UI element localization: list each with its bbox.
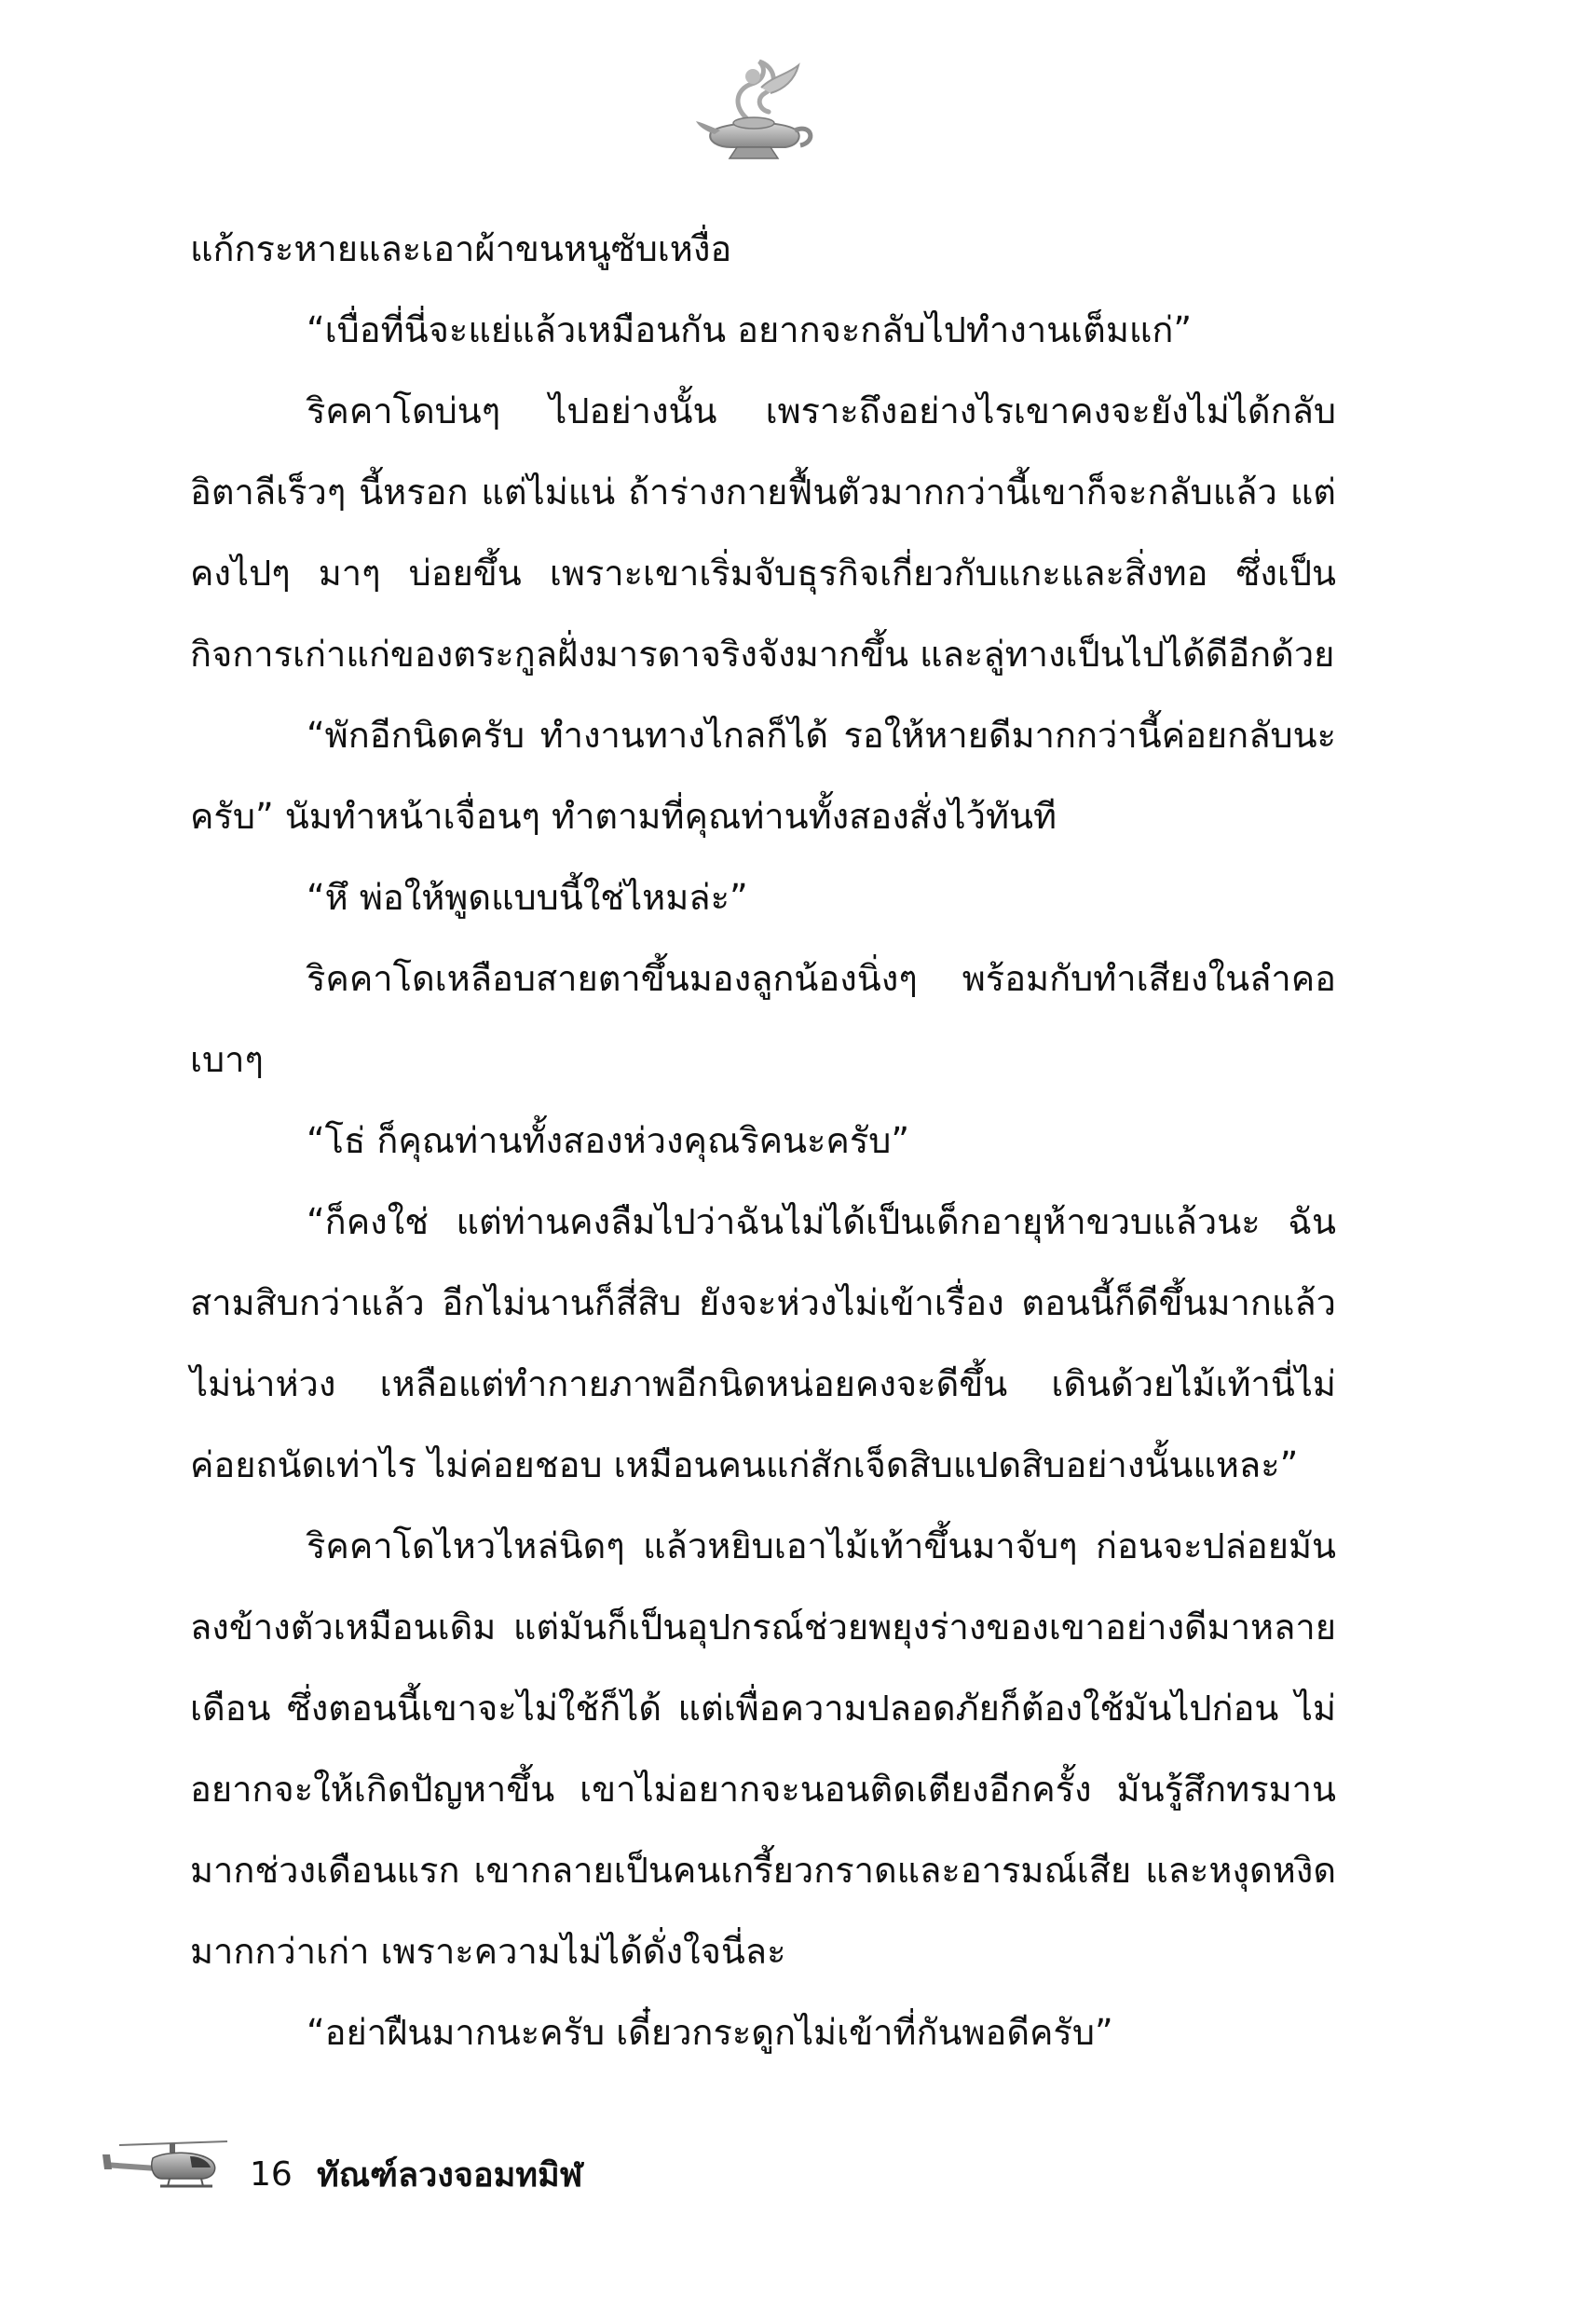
paragraph: แก้กระหายและเอาผ้าขนหนูซับเหงื่อ [190, 228, 732, 269]
paragraph: “หึ พ่อให้พูดแบบนี้ใช่ไหมล่ะ” [307, 877, 748, 918]
paragraph: “ก็คงใช่ แต่ท่านคงลืมไปว่าฉันไม่ได้เป็นเด็กอายุห้าขวบแล้วนะ ฉันสามสิบกว่าแล้ว อีกไม่นานก็สี่สิบ ยังจะห่วงไม่เข้าเรื่อง ตอนนี้ก็ดีขึ้นมากแล้ว ไม่น่าห่วง เหลือแต่ทำกายภาพอีกนิดหน่อยคงจะดีขึ้น เดินด้วยไม้เท้านี่ไม่ค่อยถนัดเท่าไร ไม่ค่อยชอบ เหมือนคนแก่สักเจ็ดสิบแปดสิบอย่างนั้นแหละ” [190, 1201, 1336, 1485]
paragraph: “เบื่อที่นี่จะแย่แล้วเหมือนกัน อยากจะกลับไปทำงานเต็มแก่” [307, 309, 1193, 350]
paragraph: ริคคาโดไหวไหล่นิดๆ แล้วหยิบเอาไม้เท้าขึ้นมาจับๆ ก่อนจะปล่อยมันลงข้างตัวเหมือนเดิม แต่มันก็เป็นอุปกรณ์ช่วยพยุงร่างของเขาอย่างดีมาหลายเดือน ซึ่งตอนนี้เขาจะไม่ใช้ก็ได้ แต่เพื่อความปลอดภัยก็ต้องใช้มันไปก่อน ไม่อยากจะให้เกิดปัญหาขึ้น เขาไม่อยากจะนอนติดเตียงอีกครั้ง มันรู้สึกทรมานมากช่วงเดือนแรก เขากลายเป็นคนเกรี้ยวกราดและอารมณ์เสีย และหงุดหงิดมากกว่าเก่า เพราะความไม่ได้ดั่งใจนี่ละ [190, 1525, 1336, 1972]
paragraph: “อย่าฝืนมากนะครับ เดี๋ยวกระดูกไม่เข้าที่กันพอดีครับ” [307, 2012, 1113, 2053]
helicopter-icon [101, 2134, 231, 2199]
paragraph: ริคคาโดเหลือบสายตาขึ้นมองลูกน้องนิ่งๆ พร้อมกับทำเสียงในลำคอเบาๆ [190, 958, 1336, 1080]
paragraph: ริคคาโดบ่นๆ ไปอย่างนั้น เพราะถึงอย่างไรเขาคงจะยังไม่ได้กลับอิตาลีเร็วๆ นี้หรอก แต่ไม่แน่ ถ้าร่างกายฟื้นตัวมากกว่านี้เขาก็จะกลับแล้ว แต่คงไปๆ มาๆ บ่อยขึ้น เพราะเขาเริ่มจับธุรกิจเกี่ยวกับแกะและสิ่งทอ ซึ่งเป็นกิจการเก่าแก่ของตระกูลฝั่งมารดาจริงจังมากขึ้น และลู่ทางเป็นไปได้ดีอีกด้วย [190, 390, 1336, 675]
paragraph: “พักอีกนิดครับ ทำงานทางไกลก็ได้ รอให้หายดีมากกว่านี้ค่อยกลับนะครับ” นัมทำหน้าเจื่อนๆ ทำตามที่คุณท่านทั้งสองสั่งไว้ทันที [190, 715, 1336, 837]
magic-lamp-icon [694, 56, 820, 168]
book-title: ทัณฑ์ลวงจอมทมิฬ [317, 2155, 583, 2195]
page-footer [101, 2134, 1032, 2218]
story-text [190, 209, 1336, 2073]
page-number: 16 [250, 2155, 293, 2194]
paragraph: “โธ่ ก็คุณท่านทั้งสองห่วงคุณริคนะครับ” [307, 1120, 910, 1161]
